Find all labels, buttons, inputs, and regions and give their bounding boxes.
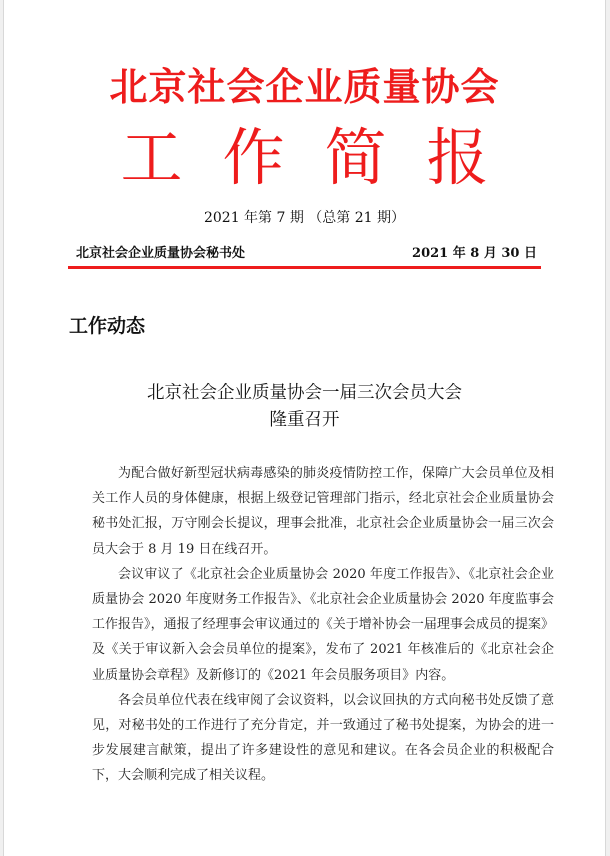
- article-title-line-2: 隆重召开: [269, 410, 340, 430]
- paragraph: 会议审议了《北京社会企业质量协会 2020 年度工作报告》、《北京社会企业质量协会 2020 年度财务工作报告》、《北京社会企业质量协会 2020 年度监事会工作报告》，通报了经理事会审议通过的《关于增补协会一届理事会成员的提案》及《关于审议新入会会员单位的提案》，发布了 2021 年核准后的《北京社会企业质量协会章程》及新修订的《2021 年会员服务项目》内容。: [92, 566, 554, 683]
- issue-number: 2021 年第 7 期 （总第 21 期）: [203, 210, 406, 226]
- section-heading: 工作动态: [69, 315, 146, 337]
- document-page: [3, 0, 606, 856]
- paragraph: 各会员单位代表在线审阅了会议资料，以会议回执的方式向秘书处反馈了意见，对秘书处的工作进行了充分肯定，并一致通过了秘书处提案，为协会的进一步发展建言献策，提出了许多建设性的意见和建议。在各会员企业的积极配合下，大会顺利完成了相关议程。: [92, 692, 554, 784]
- article-body: [92, 461, 554, 789]
- red-divider: [68, 266, 541, 269]
- publish-date: 2021 年 8 月 30 日: [412, 246, 537, 261]
- article-title-line-1: 北京社会企业质量协会一届三次会员大会: [147, 383, 462, 403]
- masthead-org-name: 北京社会企业质量协会: [109, 65, 500, 109]
- bulletin-title: 工作简报: [120, 121, 529, 194]
- publisher-name: 北京社会企业质量协会秘书处: [76, 246, 246, 261]
- article-title: [64, 380, 545, 434]
- paragraph: 为配合做好新型冠状病毒感染的肺炎疫情防控工作，保障广大会员单位及相关工作人员的身体健康，根据上级登记管理部门指示，经北京社会企业质量协会秘书处汇报，万守刚会长提议，理事会批准，北京社会企业质量协会一届三次会员大会于 8 月 19 日在线召开。: [92, 466, 554, 557]
